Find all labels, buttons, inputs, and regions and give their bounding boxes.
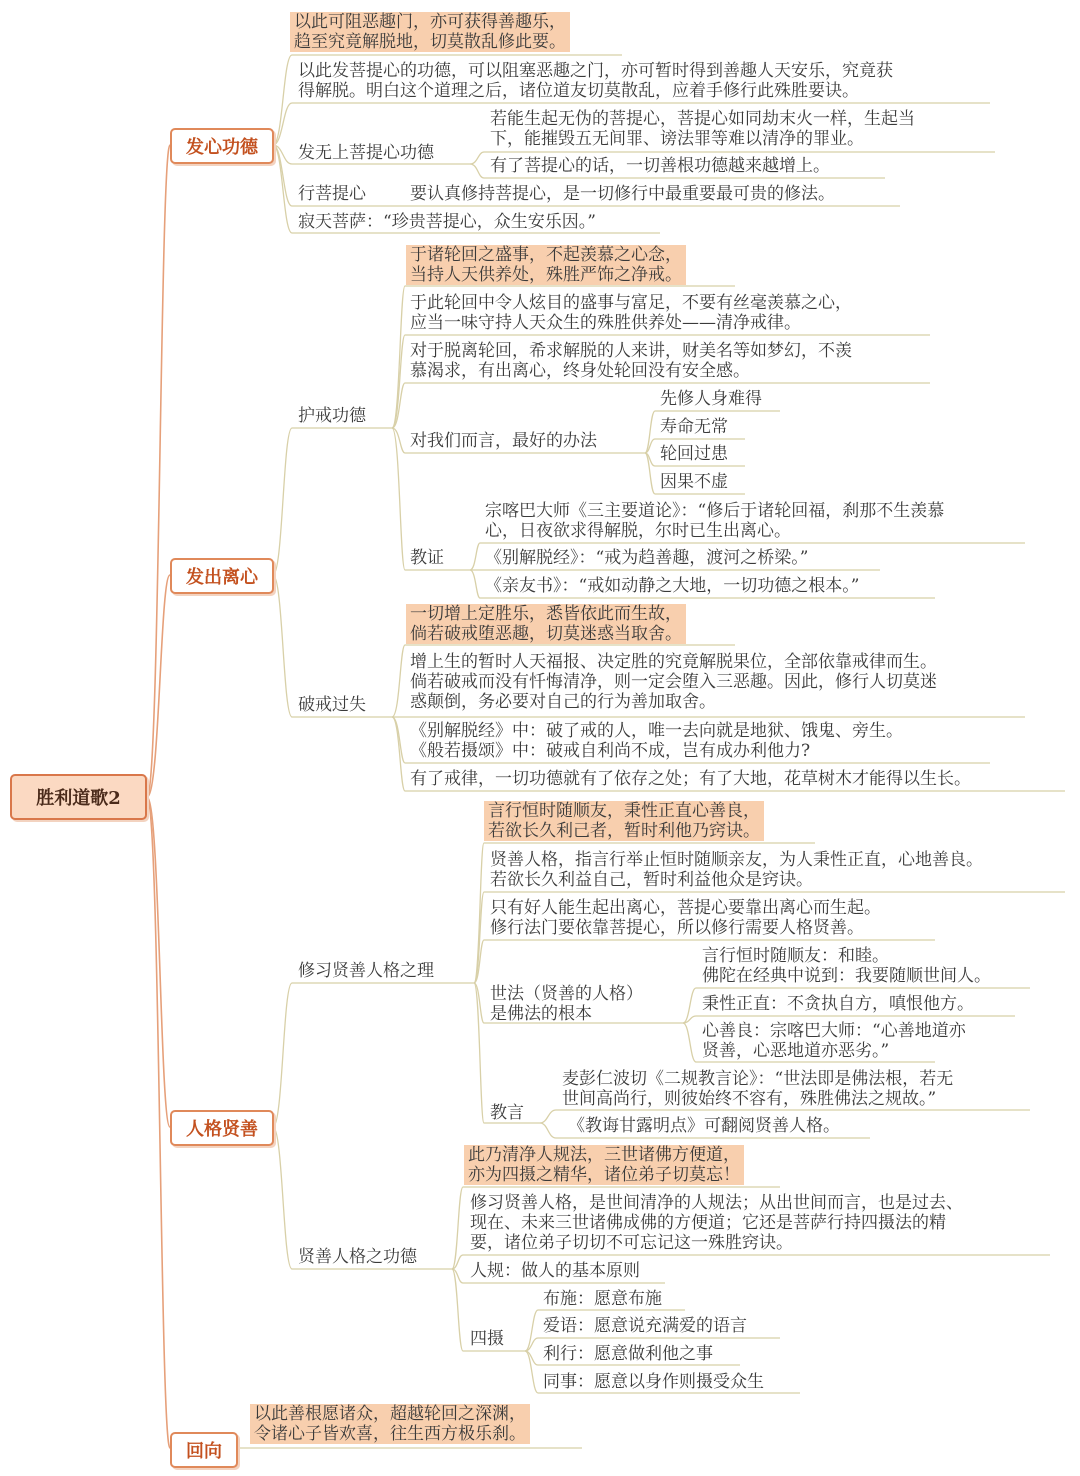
li-shifa-item: 言行恒时随顺友：和睦。 佛陀在经典中说到：我要随顺世间人。 [702, 946, 991, 986]
li-shifa-item: 心善良：宗喀巴大师：“心善地道亦 贤善，心恶地道亦恶劣。” [702, 1021, 966, 1061]
pojie-label: 破戒过失 [298, 695, 366, 715]
faxin-quote: 寂天菩萨：“珍贵菩提心，众生安乐因。” [298, 212, 596, 232]
gongde-rengui: 人规：做人的基本原则 [470, 1261, 640, 1281]
gongde-explain: 修习贤善人格，是世间清净的人规法；从出世间而言，也是过去、 现在、未来三世诸佛成佛的方便道；它还是菩萨行持四摄法的精 要，诸位弟子切切不可忘记这一殊胜窍诀。 [470, 1193, 963, 1253]
huzhe-method: 轮回过患 [660, 444, 728, 464]
huzhe-label: 护戒功德 [298, 406, 366, 426]
li-item: 只有好人能生起出离心，菩提心要靠出离心而生起。 修行法门要依靠菩提心，所以修行需要人格贤善。 [490, 898, 881, 938]
pojie-item: 《别解脱经》中：破了戒的人，唯一去向就是地狱、饿鬼、旁生。 《般若摄颂》中：破戒自利尚不成，岂有成办利他力? [410, 721, 903, 761]
huzhe-method: 先修人身难得 [660, 389, 762, 409]
huzhe-method: 寿命无常 [660, 417, 728, 437]
sishe-item: 同事：愿意以身作则摄受众生 [543, 1372, 764, 1392]
huzhe-teach-label: 教证 [410, 548, 444, 568]
sishe-item: 爱语：愿意说充满爱的语言 [543, 1316, 747, 1336]
branch-renge-xianshan[interactable]: 人格贤善 [170, 1110, 274, 1146]
root-node[interactable]: 胜利道歌2 [10, 774, 147, 820]
pojie-item: 有了戒律，一切功德就有了依存之处；有了大地，花草树木才能得以生长。 [410, 769, 971, 789]
faxin-sub2-label: 行菩提心 [298, 184, 366, 204]
li-jiaoyan-label: 教言 [490, 1103, 524, 1123]
pojie-summary: 一切增上定胜乐，悉皆依此而生故， 倘若破戒堕恶趣，切莫迷惑当取舍。 [406, 604, 686, 644]
huzhe-item: 于此轮回中令人炫目的盛事与富足，不要有丝毫羡慕之心， 应当一味守持人天众生的殊胜供养处——清净戒律。 [410, 293, 852, 333]
faxin-sub1-item: 若能生起无伪的菩提心，菩提心如同劫末火一样，生起当 下，能摧毁五无间罪、谤法罪等难以清净的罪业。 [490, 109, 915, 149]
branch-huixiang[interactable]: 回向 [170, 1432, 238, 1468]
faxin-sub1-item: 有了菩提心的话，一切善根功德越来越增上。 [490, 156, 830, 176]
li-shifa-label: 世法（贤善的人格） 是佛法的根本 [490, 984, 643, 1024]
huzhe-teaching: 《别解脱经》：“戒为趋善趣，渡河之桥梁。” [485, 548, 809, 568]
sishe-item: 布施：愿意布施 [543, 1289, 662, 1309]
gongde-label: 贤善人格之功德 [298, 1247, 417, 1267]
branch-faxin-gongde[interactable]: 发心功德 [170, 128, 274, 164]
li-jiaoyan-item: 麦彭仁波切《二规教言论》：“世法即是佛法根，若无 世间高尚行，则彼始终不容有，殊胜佛法之规故。” [562, 1069, 954, 1109]
li-jiaoyan-item: 《教诲甘露明点》可翻阅贤善人格。 [568, 1116, 840, 1136]
huzhe-summary: 于诸轮回之盛事，不起羡慕之心念， 当持人天供养处，殊胜严饰之净戒。 [406, 245, 686, 285]
li-item: 贤善人格，指言行举止恒时随顺亲友，为人秉性正直，心地善良。 若欲长久利益自己，暂时利益他众是窍诀。 [490, 850, 983, 890]
huzhe-item: 对于脱离轮回，希求解脱的人来讲，财美名等如梦幻，不羡 慕渴求，有出离心，终身处轮回没有安全感。 [410, 341, 852, 381]
sishe-item: 利行：愿意做利他之事 [543, 1344, 713, 1364]
gongde-summary: 此乃清净人规法，三世诸佛方便道， 亦为四摄之精华，诸位弟子切莫忘！ [464, 1145, 744, 1185]
huzhe-teaching: 宗喀巴大师《三主要道论》：“修后于诸轮回福，刹那不生羡慕 心，日夜欲求得解脱，尔时已生出离心。 [485, 501, 945, 541]
li-shifa-item: 秉性正直：不贪执自方，嗔恨他方。 [702, 994, 974, 1014]
faxin-sub2-item: 要认真修持菩提心，是一切修行中最重要最可贵的修法。 [410, 184, 835, 204]
faxin-sub1-label: 发无上菩提心功德 [298, 143, 434, 163]
huzhe-method-label: 对我们而言，最好的办法 [410, 431, 597, 451]
li-label: 修习贤善人格之理 [298, 961, 434, 981]
huzhe-teaching: 《亲友书》：“戒如动静之大地，一切功德之根本。” [485, 576, 860, 596]
faxin-explain: 以此发菩提心的功德，可以阻塞恶趣之门，亦可暂时得到善趣人天安乐，究竟获 得解脱。明白这个道理之后，诸位道友切莫散乱，应着手修行此殊胜要诀。 [298, 61, 893, 101]
huzhe-method: 因果不虚 [660, 472, 728, 492]
li-summary: 言行恒时随顺友，秉性正直心善良， 若欲长久利己者，暂时利他乃窍诀。 [484, 801, 764, 841]
faxin-summary: 以此可阻恶趣门，亦可获得善趣乐， 趋至究竟解脱地，切莫散乱修此要。 [290, 12, 570, 52]
pojie-item: 增上生的暂时人天福报、决定胜的究竟解脱果位，全部依靠戒律而生。 倘若破戒而没有忏悔清净，则一定会堕入三恶趣。因此，修行人切莫迷 惑颠倒，务必要对自己的行为善加取舍。 [410, 652, 937, 712]
branch-fachu-lixin[interactable]: 发出离心 [170, 558, 274, 594]
sishe-label: 四摄 [470, 1329, 504, 1349]
huixiang-summary: 以此善根愿诸众，超越轮回之深渊， 令诸心子皆欢喜，往生西方极乐刹。 [250, 1404, 530, 1444]
